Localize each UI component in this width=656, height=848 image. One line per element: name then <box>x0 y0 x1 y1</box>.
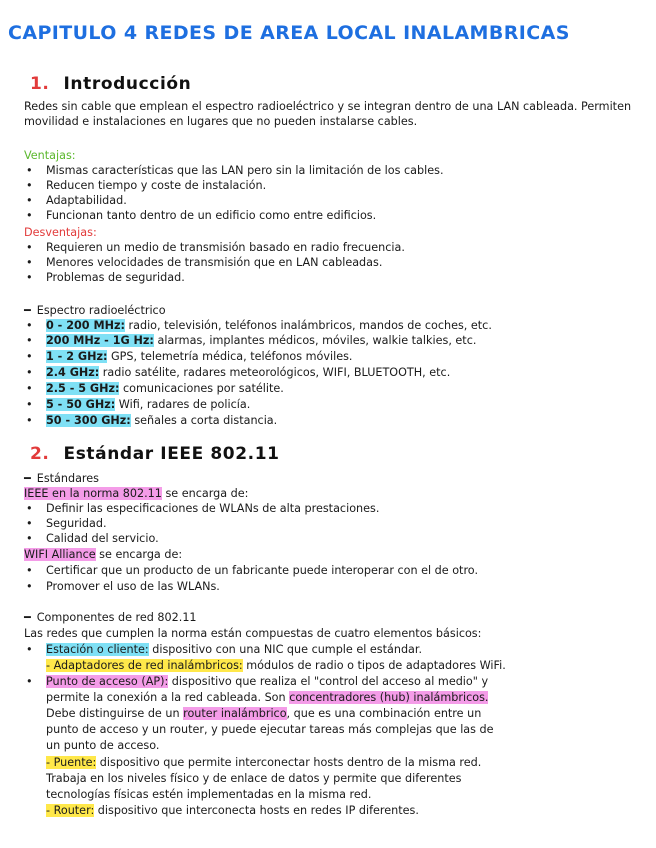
section-1-title: Introducción <box>63 74 192 94</box>
page-title: CAPITULO 4 REDES DE AREA LOCAL INALAMBRICAS <box>8 22 570 44</box>
espectro-item: • 1 - 2 GHz: GPS, telemetría médica, teléfonos móviles. <box>24 349 636 364</box>
ap-line-4: punto de acceso y un router, y puede ejecutar tareas más complejas que las de <box>46 723 494 736</box>
espectro-item: • 2.5 - 5 GHz: comunicaciones por satélite. <box>24 381 636 396</box>
ap-line-2: permite la conexión a la red cableada. Son concentradores (hub) inalámbricos. <box>46 691 489 704</box>
desventaja-item: • Menores velocidades de transmisión que en LAN cableadas. <box>24 255 636 270</box>
espectro-subheading: ━ Espectro radioeléctrico <box>24 304 166 317</box>
ieee-item: • Definir las especificaciones de WLANs de alta prestaciones. <box>24 501 636 516</box>
intro-paragraph: Redes sin cable que emplean el espectro radioeléctrico y se integran dentro de una LAN cableada. Permiten movilidad e instalaciones en lugares que no pueden instalarse cables. <box>24 100 632 128</box>
estandares-subheading: ━ Estándares <box>24 472 100 485</box>
espectro-item: • 5 - 50 GHz: Wifi, radares de policía. <box>24 397 636 412</box>
ventaja-item: • Mismas características que las LAN pero sin la limitación de los cables. <box>24 163 636 178</box>
espectro-item: • 2.4 GHz: radio satélite, radares meteorológicos, WIFI, BLUETOOTH, etc. <box>24 365 636 380</box>
wifi-intro: WIFI Alliance se encarga de: <box>24 548 183 561</box>
estacion-item: • Estación o cliente: dispositivo con una NIC que cumple el estándar. <box>24 642 636 657</box>
espectro-item: • 50 - 300 GHz: señales a corta distancia. <box>24 413 636 428</box>
adaptadores-line: - Adaptadores de red inalámbricos: módulos de radio o tipos de adaptadores WiFi. <box>46 659 506 672</box>
ventaja-item: • Reducen tiempo y coste de instalación. <box>24 178 636 193</box>
router-line: - Router: dispositivo que interconecta hosts en redes IP diferentes. <box>46 804 419 817</box>
section-2-number: 2. <box>30 444 50 464</box>
wifi-item: • Certificar que un producto de un fabricante puede interoperar con el de otro. <box>24 563 636 578</box>
ap-line-3: Debe distinguirse de un router inalámbrico, que es una combinación entre un <box>46 707 482 720</box>
section-1-heading <box>30 74 191 94</box>
ventaja-item: • Funcionan tanto dentro de un edificio como entre edificios. <box>24 208 636 223</box>
puente-line-1: - Puente: dispositivo que permite interconectar hosts dentro de la misma red. <box>46 756 482 769</box>
ieee-intro: IEEE en la norma 802.11 se encarga de: <box>24 487 249 500</box>
section-1-number: 1. <box>30 74 50 94</box>
ieee-item: • Calidad del servicio. <box>24 531 636 546</box>
puente-line-2: Trabaja en los niveles físico y de enlace de datos y permite que diferentes <box>46 772 462 785</box>
puente-line-3: tecnologías físicas estén implementadas en la misma red. <box>46 788 372 801</box>
ap-line-5: un punto de acceso. <box>46 739 160 752</box>
espectro-item: • 0 - 200 MHz: radio, televisión, teléfonos inalámbricos, mandos de coches, etc. <box>24 318 636 333</box>
ap-item: • Punto de acceso (AP): dispositivo que realiza el "control del acceso al medio" y <box>24 674 636 689</box>
espectro-label: Espectro radioeléctrico <box>36 304 166 317</box>
componentes-subheading: ━ Componentes de red 802.11 <box>24 611 197 624</box>
wifi-item: • Promover el uso de las WLANs. <box>24 579 636 594</box>
ventaja-item: • Adaptabilidad. <box>24 193 636 208</box>
desventaja-item: • Problemas de seguridad. <box>24 270 636 285</box>
ieee-item: • Seguridad. <box>24 516 636 531</box>
componentes-intro: Las redes que cumplen la norma están compuestas de cuatro elementos básicos: <box>24 627 482 640</box>
estandares-label: Estándares <box>36 472 100 485</box>
desventaja-item: • Requieren un medio de transmisión basado en radio frecuencia. <box>24 240 636 255</box>
espectro-item: • 200 MHz - 1G Hz: alarmas, implantes médicos, móviles, walkie talkies, etc. <box>24 333 636 348</box>
section-2-heading <box>30 444 280 464</box>
ventajas-label: Ventajas: <box>24 149 76 162</box>
section-2-title: Estándar IEEE 802.11 <box>63 444 280 464</box>
desventajas-label: Desventajas: <box>24 226 97 239</box>
componentes-label: Componentes de red 802.11 <box>36 611 197 624</box>
